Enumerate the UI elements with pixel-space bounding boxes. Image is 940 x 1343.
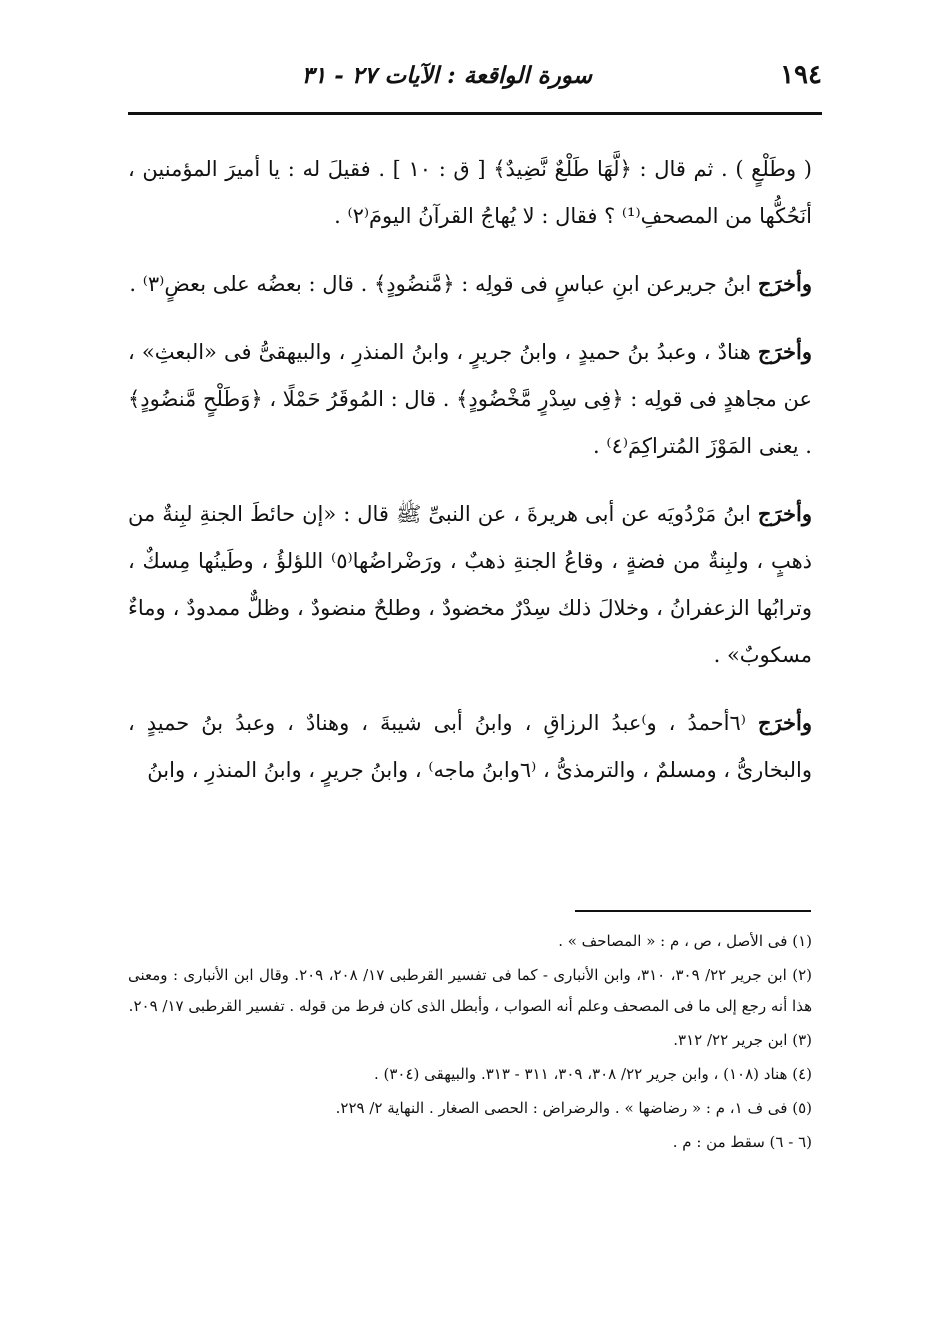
main-text xyxy=(128,145,812,814)
footnote: (٣) ابن جرير ٢٢/ ٣١٢. xyxy=(673,1031,812,1049)
footnotes xyxy=(128,926,812,1161)
header-rule xyxy=(128,112,822,115)
paragraph-text: ( وطَلْعٍ ) . ثم قال : ﴿لَّهَا طَلْعٌ نَّضِيدٌ﴾ [ ق : ١٠ ] . فقيلَ له : يا أميرَ المؤمنين ، أنَحُكُّها من المصحفِ⁽¹⁾ ؟ فقال : لا يُهاجُ القرآنُ اليومَ⁽٢⁾ . xyxy=(128,157,812,228)
paragraph-lead: وأخرَج xyxy=(757,710,812,735)
footnote: (١) فى الأصل ، ص ، م : « المصاحف » . xyxy=(558,932,812,950)
footnote-separator xyxy=(575,910,811,912)
paragraph-text: ⁽٦أحمدُ ، و⁾عبدُ الرزاقِ ، وابنُ أبى شيبةَ ، وهنادٌ ، وعبدُ بنُ حميدٍ ، والبخارىُّ ، ومسلمٌ ، والترمذىُّ ، ⁽٦وابنُ ماجه⁾ ، وابنُ جريرٍ ، وابنُ المنذرِ ، وابنُ xyxy=(128,711,812,782)
page-number: ١٩٤ xyxy=(780,60,822,90)
paragraph xyxy=(128,328,812,470)
paragraph-text: ابنُ جريرعن ابنِ عباسٍ فى قولِه : ﴿مَّنضُودٍ﴾ . قال : بعضُه على بعضٍ⁽٣⁾ . xyxy=(129,272,758,296)
paragraph-text: ابنُ مَرْدُويَه عن أبى هريرةَ ، عن النبىِّ ﷺ قال : «إن حائطَ الجنةِ لبِنةٌ من ذهبٍ ، ولبِنةٌ من فضةٍ ، وقاعُ الجنةِ ذهبٌ ، ورَضْراضُها⁽٥⁾ اللؤلؤُ ، وطَينُها مِسكٌ ، وترابُها الزعفرانُ ، وخلالَ ذلك سِدْرٌ مخضودٌ ، وطلحٌ منضودٌ ، وظلٌّ ممدودٌ ، وماءٌ مسكوبٌ» . xyxy=(128,502,812,667)
paragraph xyxy=(128,490,812,679)
paragraph xyxy=(128,699,812,794)
paragraph-text: هنادٌ ، وعبدُ بنُ حميدٍ ، وابنُ جريرٍ ، وابنُ المنذرِ ، والبيهقىُّ فى «البعثِ» ، عن مجاهدٍ فى قولِه : ﴿فِى سِدْرٍ مَّخْضُودٍ﴾ . قال : المُوقَرُ حَمْلًا ، ﴿وَطَلْحٍ مَّنضُودٍ﴾ . يعنى المَوْزَ المُتراكِمَ⁽٤⁾ . xyxy=(128,340,812,458)
paragraph-lead: وأخرَج xyxy=(757,271,812,296)
paragraph-lead: وأخرَج xyxy=(757,339,812,364)
footnote: (٤) هناد (١٠٨) ، وابن جرير ٢٢/ ٣٠٨، ٣٠٩، ٣١١ - ٣١٣. والبيهقى (٣٠٤) . xyxy=(373,1065,812,1083)
footnote: (٥) فى ف ١، م : « رضاضها » . والرضراض : الحصى الصغار . النهاية ٢/ ٢٢٩. xyxy=(335,1099,812,1117)
paragraph xyxy=(128,145,812,240)
paragraph-lead: وأخرَج xyxy=(757,501,812,526)
running-title: سورة الواقعة : الآيات ٢٧ - ٣١ xyxy=(301,62,592,89)
footnote: (٢) ابن جرير ٢٢/ ٣٠٩، ٣١٠، وابن الأنبارى - كما فى تفسير القرطبى ١٧/ ٢٠٨، ٢٠٩. وقال ابن الأنبارى : ومعنى هذا أنه رجع إلى ما فى المصحف وعلم أنه الصواب ، وأبطل الذى كان فرط من قوله . تفسير القرطبى ١٧/ ٢٠٩. xyxy=(128,966,813,1015)
page-header xyxy=(128,58,822,98)
footnote: (٦ - ٦) سقط من : م . xyxy=(672,1133,812,1151)
paragraph xyxy=(128,260,812,308)
